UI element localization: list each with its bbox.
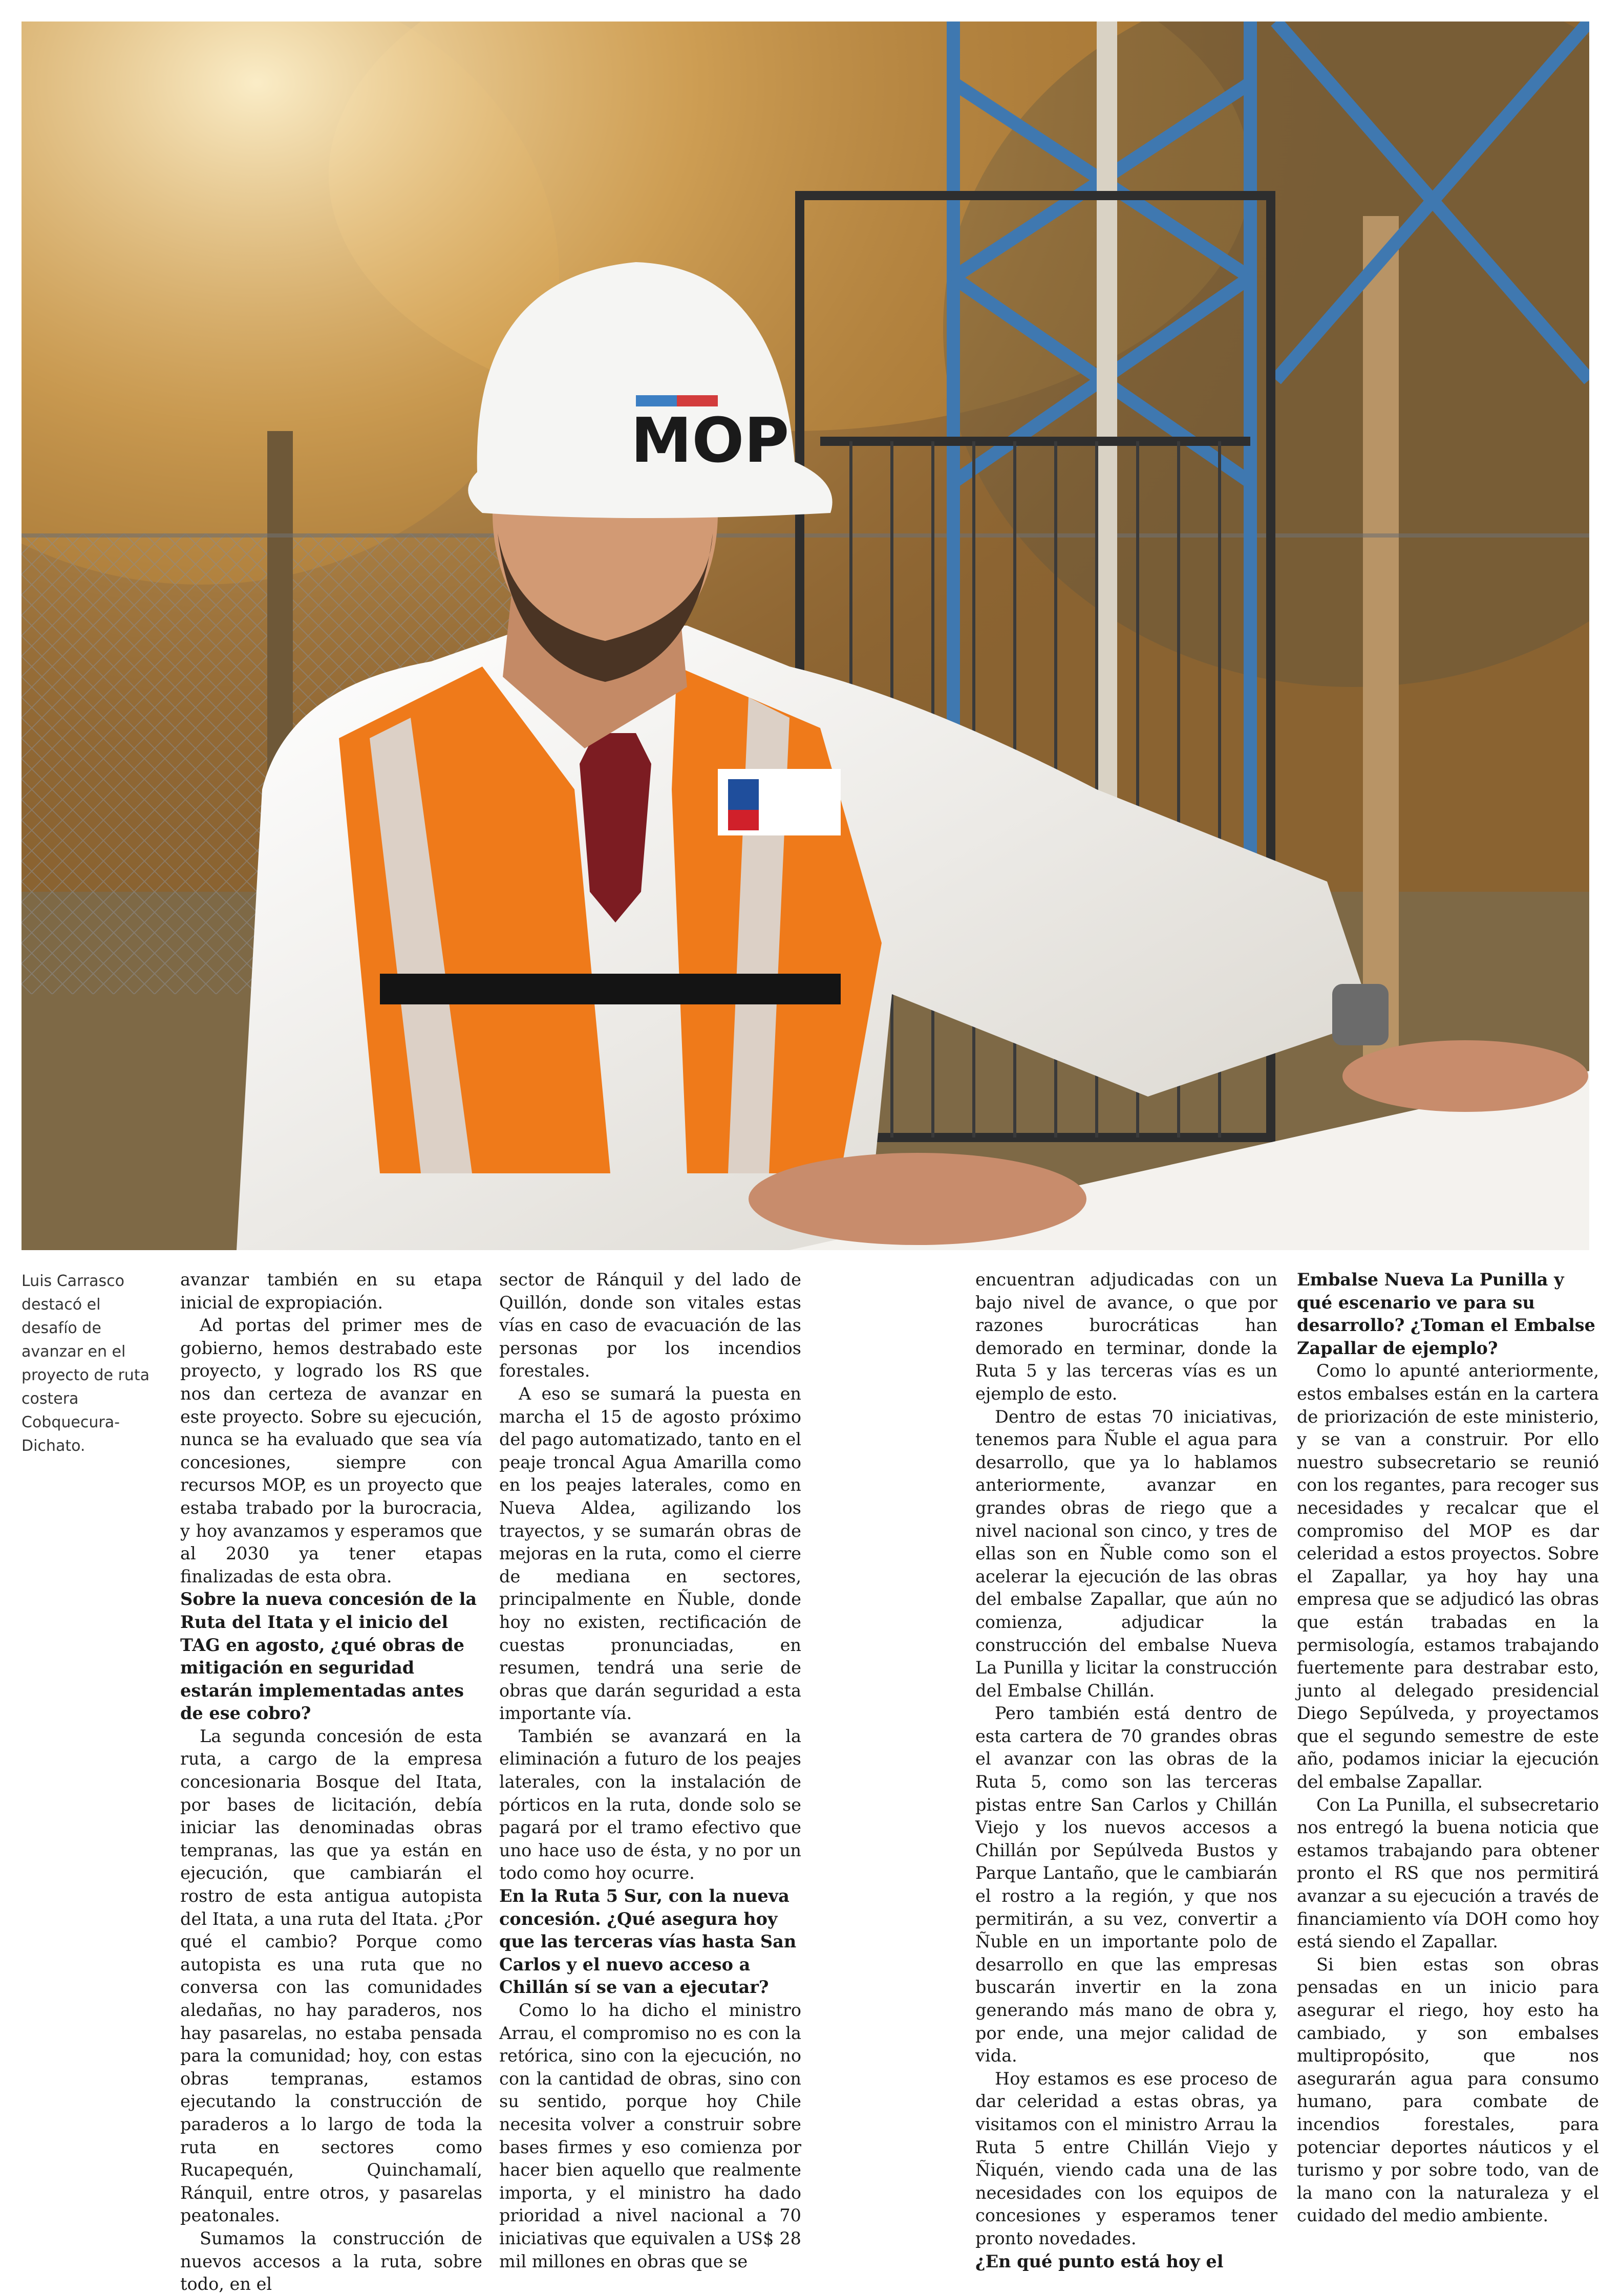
article-paragraph: Hoy estamos es ese proceso de dar celeridad a estas obras, ya visitamos con el ministro Arrau la Ruta 5 entre Chillán Viejo y Ñiquén, viendo cada una de las necesidades con los equipos de concesiones y esperamos tener pronto novedades. xyxy=(975,2068,1277,2248)
article-column-3 xyxy=(975,1269,1277,2273)
article-paragraph: Como lo apunté anteriormente, estos embalses están en la cartera de priorización de este ministerio, y se van a construir. Por ello nuestro subsecretario se reunió con los regantes, para recoger sus necesidades y recalcar que el compromiso del MOP es dar celeridad a estos proyectos. Sobre el Zapallar, ya hoy hay una empresa que se adjudicó las obras que están trabadas en la permisología, estamos trabajando fuertemente para destrabar esto, junto al delegado presidencial Diego Sepúlveda, y proyectamos que el segundo semestre de este año, podamos iniciar la ejecución del embalse Zapallar. xyxy=(1297,1361,1599,1792)
article-paragraph: La segunda concesión de esta ruta, a cargo de la empresa concesionaria Bosque del Itata, por bases de licitación, debía iniciar las denominadas obras tempranas, las que ya están en ejecución, que cambiarán el rostro de esta antigua autopista del Itata, a una ruta del Itata. ¿Por qué el cambio? Porque como autopista es una ruta que no conversa con las comunidades aledañas, no hay paraderos, nos hay pasarelas, no estaba pensada para la comunidad; hoy, con estas obras tempranas, estamos ejecutando la construcción de paraderos a lo largo de toda la ruta en sectores como Rucapequén, Quinchamalí, Ránquil, entre otros, y pasarelas peatonales. xyxy=(180,1726,482,2226)
article-paragraph: avanzar también en su etapa inicial de expropiación. xyxy=(180,1270,482,1313)
photo-illustration xyxy=(22,22,1589,1250)
photo-caption: Luis Carrasco destacó el desafío de avanzar en el proyecto de ruta costera Cobquecura-Dichato. xyxy=(22,1272,150,1455)
article-column-4 xyxy=(1297,1269,1599,2227)
article-paragraph: Con La Punilla, el subsecretario nos entregó la buena noticia que estamos trabajando para obtener pronto el RS que nos permitirá avanzar a su ejecución a través de financiamiento vía DOH como hoy está siendo el Zapallar. xyxy=(1297,1794,1599,1952)
interview-question: Embalse Nueva La Punilla y qué escenario ve para su desarrollo? ¿Toman el Embalse Zapallar de ejemplo? xyxy=(1297,1270,1595,1358)
interview-question: En la Ruta 5 Sur, con la nueva concesión. ¿Qué asegura hoy que las terceras vías hasta San Carlos y el nuevo acceso a Chillán sí se van a ejecutar? xyxy=(499,1886,797,1998)
article-paragraph: encuentran adjudicadas con un bajo nivel de avance, o que por razones burocráticas han demorado en terminar, donde la Ruta 5 y las terceras vías es un ejemplo de esto. xyxy=(975,1270,1277,1404)
article-paragraph: Como lo ha dicho el ministro Arrau, el compromiso no es con la retórica, sino con la ejecución, no con la cantidad de obras, sino con su sentido, porque hoy Chile necesita volver a construir sobre bases firmes y eso comienza por hacer bien aquello que realmente importa, y el ministro ha dado prioridad a nivel nacional a 70 iniciativas que equivalen a US$ 28 mil millones en obras que se xyxy=(499,2000,801,2271)
article-photo xyxy=(22,22,1589,1250)
article-paragraph: Ad portas del primer mes de gobierno, hemos destrabado este proyecto, y logrado los RS que nos dan certeza de avanzar en este proyecto. Sobre su ejecución, nunca se ha evaluado que sea vía concesiones, siempre con recursos MOP, es un proyecto que estaba trabado por la burocracia, y hoy avanzamos y esperamos que al 2030 ya tener etapas finalizadas de esta obra. xyxy=(180,1315,482,1586)
article-paragraph: sector de Ránquil y del lado de Quillón, donde son vitales estas vías en caso de evacuación de las personas por los incendios forestales. xyxy=(499,1270,801,1381)
article-paragraph: Sumamos la construcción de nuevos accesos a la ruta, sobre todo, en el xyxy=(180,2228,482,2294)
article-column-1 xyxy=(180,1269,482,2296)
article-paragraph: Pero también está dentro de esta cartera de 70 grandes obras el avanzar con las obras de la Ruta 5, como son las terceras pistas entre San Carlos y Chillán Viejo y los nuevos accesos a Chillán por Sepúlveda Bustos y Parque Lantaño, que le cambiarán el rostro a la región, y que nos permitirán, a su vez, convertir a Ñuble en un importante polo de desarrollo en que las empresas buscarán invertir en la zona generando más mano de obra y, por ende, una mejor calidad de vida. xyxy=(975,1703,1277,2066)
article-paragraph: A eso se sumará la puesta en marcha el 15 de agosto próximo del pago automatizado, tanto en el peaje troncal Agua Amarilla como en los peajes laterales, como en Nueva Aldea, agilizando los trayectos, y se sumarán obras de mejoras en la ruta, como el cierre de mediana en sectores, principalmente en Ñuble, donde hoy no existen, rectificación de cuestas pronunciadas, en resumen, tendrá una serie de obras que darán seguridad a esta importante vía. xyxy=(499,1383,801,1724)
interview-question: Sobre la nueva concesión de la Ruta del Itata y el inicio del TAG en agosto, ¿qué obras de mitigación en seguridad estarán implementadas antes de ese cobro? xyxy=(180,1589,477,1724)
article-paragraph: Dentro de estas 70 iniciativas, tenemos para Ñuble el agua para desarrollo, que ya lo hablamos anteriormente, avanzar en grandes obras de riego que a nivel nacional son cinco, y tres de ellas son en Ñuble como son el acelerar la ejecución de las obras del embalse Zapallar, que aún no comienza, adjudicar la construcción del embalse Nueva La Punilla y licitar la construcción del Embalse Chillán. xyxy=(975,1406,1277,1701)
helmet-logo-text: MOP xyxy=(631,405,789,477)
interview-question: ¿En qué punto está hoy el xyxy=(975,2251,1224,2271)
article-paragraph: Si bien estas son obras pensadas en un inicio para asegurar el riego, hoy esto ha cambiado, y son embalses multipropósito, que nos asegurarán agua para consumo humano, para combate de incendios forestales, para potenciar deportes náuticos y el turismo y por sobre todo, van de la mano con la naturaleza y el cuidado del medio ambiente. xyxy=(1297,1954,1599,2226)
article-column-2 xyxy=(499,1269,801,2273)
article-paragraph: También se avanzará en la eliminación a futuro de los peajes laterales, con la instalación de pórticos en la ruta, donde solo se pagará por el tramo efectivo que uno hace uso de ésta, y no por un todo como hoy ocurre. xyxy=(499,1726,801,1883)
